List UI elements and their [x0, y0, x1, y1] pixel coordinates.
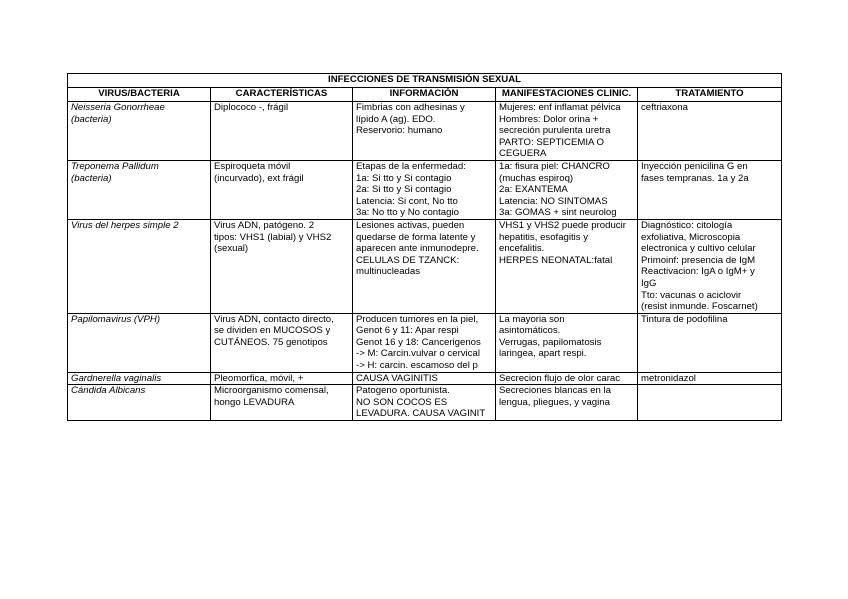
cell-line: quedarse de forma latente y — [356, 231, 476, 243]
cell-line: Genot 6 y 11: Apar respi — [356, 325, 459, 337]
cell-line: Tto: vacunas o aciclovir — [641, 289, 742, 301]
header-row — [68, 88, 782, 102]
cell-line: tipos: VHS1 (labial) y VHS2 — [214, 231, 332, 243]
cell-line: asintomáticos. — [499, 325, 561, 337]
cell-line: LEVADURA. CAUSA VAGINIT — [356, 408, 486, 420]
cell-line: Gardnerella vaginalis — [71, 372, 162, 384]
cell-line: (sexual) — [214, 243, 249, 255]
cell-line: HERPES NEONATAL:fatal — [499, 254, 613, 266]
cell-line: Mujeres: enf inflamat pélvica — [499, 102, 621, 113]
cell-line: Inyección penicilina G en — [641, 160, 748, 172]
cell-virus — [68, 160, 211, 219]
cell-line: Reactivacion: IgA o IgM+ y — [641, 266, 755, 278]
cell-virus — [68, 313, 211, 372]
cell-line: Producen tumores en la piel, — [356, 313, 479, 325]
cell-line: Virus del herpes simple 2 — [71, 219, 179, 231]
cell-line: Genot 16 y 18: Cancerigenos — [356, 336, 481, 348]
cell-tratamiento — [638, 160, 782, 219]
cell-line: Pleomorfica, móvil, + — [214, 372, 304, 384]
cell-caracteristicas — [211, 102, 353, 161]
cell-informacion — [353, 385, 496, 421]
cell-line: (incurvado), ext frágil — [214, 172, 304, 184]
cell-line: Lesiones activas, pueden — [356, 219, 465, 231]
cell-virus — [68, 219, 211, 313]
cell-line: Cándida Albicans — [71, 385, 146, 397]
cell-line: Reservorio: humano — [356, 125, 443, 137]
sti-table — [67, 73, 782, 421]
cell-line: Tintura de podofilina — [641, 313, 728, 325]
cell-line: Hombres: Dolor orina + — [499, 113, 599, 125]
cell-line: NO SON COCOS ES — [356, 396, 448, 408]
title-row — [68, 74, 782, 88]
cell-line: 3a: GOMAS + sint neurolog — [499, 207, 617, 219]
cell-line: CUTÁNEOS. 75 genotipos — [214, 336, 328, 348]
cell-line: CEGUERA — [499, 148, 547, 160]
cell-tratamiento — [638, 219, 782, 313]
cell-caracteristicas — [211, 385, 353, 421]
table-body — [68, 102, 782, 421]
cell-line: (resist inmunde. Foscarnet) — [641, 301, 758, 313]
cell-manifestaciones — [496, 372, 638, 385]
cell-tratamiento — [638, 385, 782, 421]
cell-caracteristicas — [211, 313, 353, 372]
cell-tratamiento — [638, 313, 782, 372]
cell-line: metronidazol — [641, 372, 696, 384]
cell-line: hongo LEVADURA — [214, 396, 295, 408]
cell-manifestaciones — [496, 160, 638, 219]
cell-line: 2a: EXANTEMA — [499, 184, 568, 196]
cell-line: lengua, pliegues, y vagina — [499, 396, 610, 408]
cell-line: hepatitis, esofagitis y — [499, 231, 589, 243]
cell-line: laringea, apart respi. — [499, 348, 587, 360]
cell-line: Diplococo -, frágil — [214, 102, 289, 113]
cell-line: PARTO: SEPTICEMIA O — [499, 136, 605, 148]
cell-line: (bacteria) — [71, 113, 112, 125]
table-row — [68, 102, 782, 161]
cell-line: encefalitis. — [499, 243, 545, 255]
header-caracteristicas: CARACTERÍSTICAS — [211, 88, 353, 102]
cell-line: Etapas de la enfermedad: — [356, 160, 466, 172]
table-title: INFECCIONES DE TRANSMISIÓN SEXUAL — [68, 74, 782, 88]
cell-caracteristicas — [211, 160, 353, 219]
cell-informacion — [353, 160, 496, 219]
cell-line: CELULAS DE TZANCK: — [356, 254, 460, 266]
cell-line: Papilomavirus (VPH) — [71, 313, 161, 325]
cell-line: Secreciones blancas en la — [499, 385, 611, 397]
cell-informacion — [353, 372, 496, 385]
header-tratamiento: TRATAMIENTO — [638, 88, 782, 102]
cell-caracteristicas — [211, 219, 353, 313]
cell-line: multinucleadas — [356, 266, 420, 278]
cell-line: se dividen en MUCOSOS y — [214, 325, 331, 337]
cell-line: 1a: Si tto y Si contagio — [356, 172, 452, 184]
cell-line: -> H: carcin. escamoso del p — [356, 360, 478, 372]
cell-line: Patogeno oportunista. — [356, 385, 450, 397]
cell-line: Virus ADN, patógeno. 2 — [214, 219, 315, 231]
cell-caracteristicas — [211, 372, 353, 385]
cell-line: fases tempranas. 1a y 2a — [641, 172, 749, 184]
header-virus: VIRUS/BACTERIA — [68, 88, 211, 102]
cell-line: Primoinf: presencia de IgM — [641, 254, 756, 266]
table-row — [68, 372, 782, 385]
cell-informacion — [353, 102, 496, 161]
cell-virus — [68, 372, 211, 385]
cell-line: Virus ADN, contacto directo, — [214, 313, 334, 325]
cell-line: (muchas espiroq) — [499, 172, 574, 184]
cell-line: Secrecion flujo de olor carac — [499, 372, 621, 384]
cell-line: Fimbrias con adhesinas y — [356, 102, 465, 113]
cell-line: CAUSA VAGINITIS — [356, 372, 438, 384]
header-manifestaciones: MANIFESTACIONES CLINIC. — [496, 88, 638, 102]
cell-line: 3a: No tto y No contagio — [356, 207, 459, 219]
cell-line: electronica y cultivo celular — [641, 243, 756, 255]
cell-virus — [68, 385, 211, 421]
cell-line: -> M: Carcin.vulvar o cervical — [356, 348, 480, 360]
cell-line: Espiroqueta móvil — [214, 160, 291, 172]
cell-line: Microorganismo comensal, — [214, 385, 329, 397]
cell-line: lípido A (ag). EDO. — [356, 113, 436, 125]
cell-line: secreción purulenta uretra — [499, 125, 611, 137]
cell-manifestaciones — [496, 313, 638, 372]
cell-line: Verrugas, papilomatosis — [499, 336, 602, 348]
cell-line: VHS1 y VHS2 puede producir — [499, 219, 626, 231]
cell-informacion — [353, 313, 496, 372]
cell-line: aparecen ante inmunodepre. — [356, 243, 479, 255]
cell-line: Treponema Pallidum — [71, 160, 159, 172]
table-row — [68, 385, 782, 421]
cell-line: (bacteria) — [71, 172, 112, 184]
table-row — [68, 313, 782, 372]
cell-line: Latencia: NO SINTOMAS — [499, 195, 608, 207]
cell-line: Neisseria Gonorrheae — [71, 102, 165, 113]
cell-informacion — [353, 219, 496, 313]
cell-tratamiento — [638, 372, 782, 385]
cell-line: ceftriaxona — [641, 102, 688, 113]
cell-line: Diagnóstico: citología — [641, 219, 733, 231]
cell-manifestaciones — [496, 102, 638, 161]
cell-manifestaciones — [496, 385, 638, 421]
table-row — [68, 160, 782, 219]
cell-line: La mayoria son — [499, 313, 565, 325]
cell-line: Latencia: Si cont, No tto — [356, 195, 458, 207]
cell-manifestaciones — [496, 219, 638, 313]
table-row — [68, 219, 782, 313]
header-informacion: INFORMACIÓN — [353, 88, 496, 102]
cell-line: IgG — [641, 277, 657, 289]
cell-line: 2a: Si tto y Si contagio — [356, 184, 452, 196]
cell-line: 1a: fisura piel: CHANCRO — [499, 160, 610, 172]
cell-tratamiento — [638, 102, 782, 161]
cell-line: exfoliativa, Microscopia — [641, 231, 741, 243]
cell-virus — [68, 102, 211, 161]
